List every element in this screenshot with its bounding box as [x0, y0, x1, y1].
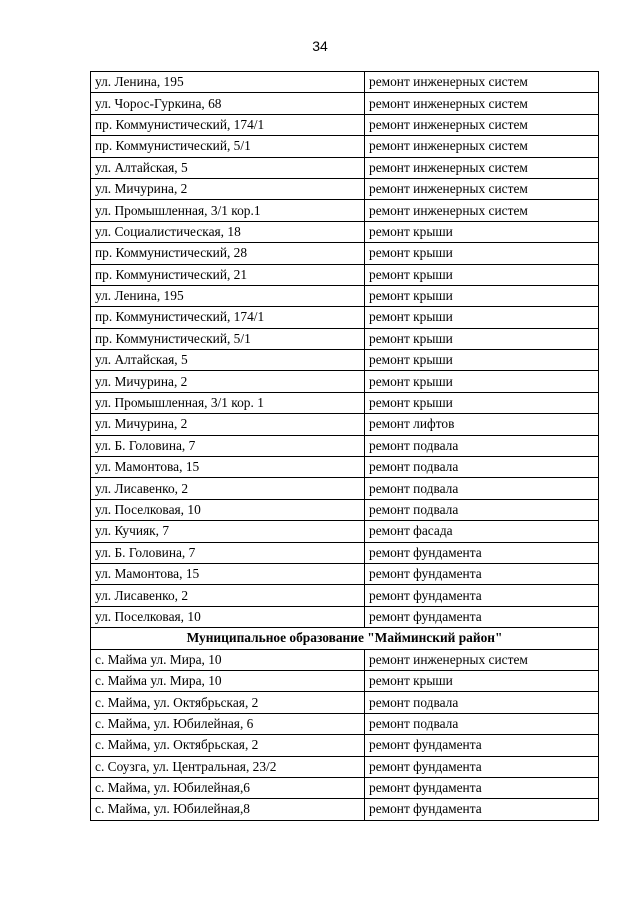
table-row	[91, 521, 599, 542]
address-cell: ул. Поселковая, 10	[91, 499, 365, 520]
work-type-cell: ремонт подвала	[365, 435, 599, 456]
table-row	[91, 585, 599, 606]
table-row	[91, 328, 599, 349]
table-row	[91, 735, 599, 756]
work-type-cell: ремонт подвала	[365, 499, 599, 520]
table-body	[91, 72, 599, 821]
table-row	[91, 713, 599, 734]
address-cell: ул. Поселковая, 10	[91, 606, 365, 627]
work-type-cell: ремонт фундамента	[365, 585, 599, 606]
address-cell: ул. Мамонтова, 15	[91, 563, 365, 584]
work-type-cell: ремонт инженерных систем	[365, 114, 599, 135]
address-cell: ул. Лисавенко, 2	[91, 585, 365, 606]
table-row	[91, 563, 599, 584]
work-type-cell: ремонт инженерных систем	[365, 649, 599, 670]
table-row	[91, 670, 599, 691]
table-row	[91, 478, 599, 499]
table-row	[91, 307, 599, 328]
address-cell: с. Майма, ул. Юбилейная, 6	[91, 713, 365, 734]
work-type-cell: ремонт крыши	[365, 285, 599, 306]
table-row	[91, 799, 599, 820]
address-cell: пр. Коммунистический, 21	[91, 264, 365, 285]
table-row	[91, 499, 599, 520]
address-cell: ул. Кучияк, 7	[91, 521, 365, 542]
address-cell: с. Майма, ул. Юбилейная,8	[91, 799, 365, 820]
address-cell: с. Майма, ул. Юбилейная,6	[91, 777, 365, 798]
address-cell: пр. Коммунистический, 5/1	[91, 328, 365, 349]
table-row	[91, 93, 599, 114]
address-cell: с. Майма ул. Мира, 10	[91, 649, 365, 670]
table-row	[91, 392, 599, 413]
section-title: Муниципальное образование "Майминский район"	[91, 628, 599, 649]
work-type-cell: ремонт фундамента	[365, 606, 599, 627]
address-cell: ул. Б. Головина, 7	[91, 542, 365, 563]
address-cell: ул. Алтайская, 5	[91, 350, 365, 371]
work-type-cell: ремонт крыши	[365, 350, 599, 371]
address-cell: ул. Алтайская, 5	[91, 157, 365, 178]
address-cell: ул. Промышленная, 3/1 кор.1	[91, 200, 365, 221]
address-cell: пр. Коммунистический, 174/1	[91, 307, 365, 328]
table-row	[91, 136, 599, 157]
table-row	[91, 692, 599, 713]
table-row	[91, 285, 599, 306]
work-type-cell: ремонт инженерных систем	[365, 200, 599, 221]
table-row	[91, 157, 599, 178]
work-type-cell: ремонт инженерных систем	[365, 157, 599, 178]
address-cell: с. Майма, ул. Октябрьская, 2	[91, 692, 365, 713]
section-row	[91, 628, 599, 649]
table-row	[91, 243, 599, 264]
address-cell: пр. Коммунистический, 5/1	[91, 136, 365, 157]
work-type-cell: ремонт крыши	[365, 264, 599, 285]
work-type-cell: ремонт крыши	[365, 328, 599, 349]
address-cell: ул. Мамонтова, 15	[91, 457, 365, 478]
table-row	[91, 414, 599, 435]
table-row	[91, 777, 599, 798]
table-row	[91, 435, 599, 456]
address-cell: ул. Ленина, 195	[91, 72, 365, 93]
work-type-cell: ремонт фундамента	[365, 563, 599, 584]
table-row	[91, 264, 599, 285]
address-cell: с. Соузга, ул. Центральная, 23/2	[91, 756, 365, 777]
table-row	[91, 371, 599, 392]
work-type-cell: ремонт фасада	[365, 521, 599, 542]
work-type-cell: ремонт крыши	[365, 307, 599, 328]
table-row	[91, 606, 599, 627]
work-type-cell: ремонт фундамента	[365, 777, 599, 798]
address-cell: пр. Коммунистический, 174/1	[91, 114, 365, 135]
table-row	[91, 756, 599, 777]
table-row	[91, 72, 599, 93]
address-cell: ул. Социалистическая, 18	[91, 221, 365, 242]
address-cell: ул. Мичурина, 2	[91, 371, 365, 392]
address-cell: ул. Чорос-Гуркина, 68	[91, 93, 365, 114]
work-type-cell: ремонт инженерных систем	[365, 136, 599, 157]
work-type-cell: ремонт инженерных систем	[365, 178, 599, 199]
address-cell: ул. Мичурина, 2	[91, 414, 365, 435]
address-cell: пр. Коммунистический, 28	[91, 243, 365, 264]
address-cell: ул. Б. Головина, 7	[91, 435, 365, 456]
work-type-cell: ремонт крыши	[365, 670, 599, 691]
work-type-cell: ремонт инженерных систем	[365, 72, 599, 93]
address-cell: ул. Промышленная, 3/1 кор. 1	[91, 392, 365, 413]
work-type-cell: ремонт крыши	[365, 221, 599, 242]
table-row	[91, 178, 599, 199]
work-type-cell: ремонт крыши	[365, 392, 599, 413]
work-type-cell: ремонт фундамента	[365, 799, 599, 820]
work-type-cell: ремонт фундамента	[365, 542, 599, 563]
work-type-cell: ремонт фундамента	[365, 756, 599, 777]
work-type-cell: ремонт фундамента	[365, 735, 599, 756]
table-row	[91, 221, 599, 242]
table-row	[91, 200, 599, 221]
address-cell: ул. Лисавенко, 2	[91, 478, 365, 499]
page-number: 34	[312, 38, 328, 54]
address-cell: с. Майма ул. Мира, 10	[91, 670, 365, 691]
work-type-cell: ремонт подвала	[365, 713, 599, 734]
table-row	[91, 114, 599, 135]
work-type-cell: ремонт крыши	[365, 243, 599, 264]
work-type-cell: ремонт подвала	[365, 457, 599, 478]
address-cell: ул. Ленина, 195	[91, 285, 365, 306]
repair-register-table	[90, 71, 599, 821]
work-type-cell: ремонт крыши	[365, 371, 599, 392]
table-row	[91, 649, 599, 670]
address-cell: ул. Мичурина, 2	[91, 178, 365, 199]
work-type-cell: ремонт лифтов	[365, 414, 599, 435]
table-row	[91, 350, 599, 371]
table-row	[91, 457, 599, 478]
work-type-cell: ремонт инженерных систем	[365, 93, 599, 114]
work-type-cell: ремонт подвала	[365, 692, 599, 713]
work-type-cell: ремонт подвала	[365, 478, 599, 499]
table-row	[91, 542, 599, 563]
address-cell: с. Майма, ул. Октябрьская, 2	[91, 735, 365, 756]
